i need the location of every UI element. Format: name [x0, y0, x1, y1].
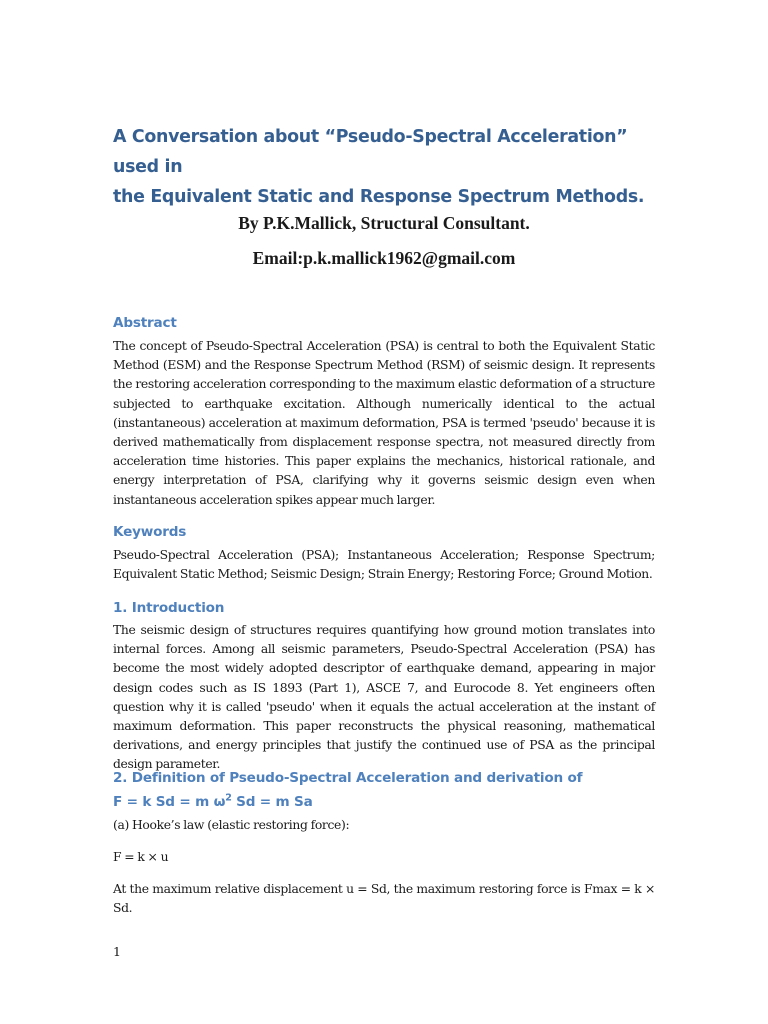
introduction-heading: 1. Introduction	[113, 600, 225, 616]
keywords-text: Pseudo-Spectral Acceleration (PSA); Instantaneous Acceleration; Response Spectrum; Equivalent Static Method; Seismic Design; Strain Energy; Restoring Force; Ground Motion.	[113, 548, 655, 582]
section2-equation-heading	[113, 794, 313, 810]
page-number: 1	[113, 944, 121, 959]
introduction-text: The seismic design of structures requires quantifying how ground motion translates into internal forces. Among all seismic parameters, Pseudo-Spectral Acceleration (PSA) has become the most widely adopted descriptor of earthquake demand, appearing in major design codes such as IS 1893 (Part 1), ASCE 7, and Eurocode 8. Yet engineers often question why it is called 'pseudo' when it equals the actual acceleration at the instant of maximum deformation. This paper reconstructs the physical reasoning, mathematical derivations, and energy principles that justify the continued use of PSA as the principal design parameter.	[113, 623, 655, 772]
author-line: By P.K.Mallick, Structural Consultant.	[238, 213, 530, 233]
force-equation: F = k × u	[113, 850, 169, 864]
section2-paragraph: At the maximum relative displacement u = Sd, the maximum restoring force is Fmax = k × Sd.	[113, 882, 655, 916]
title-line-1: A Conversation about “Pseudo-Spectral Acceleration” used in	[113, 127, 628, 177]
abstract-text: The concept of Pseudo-Spectral Acceleration (PSA) is central to both the Equivalent Static Method (ESM) and the Response Spectrum Method (RSM) of seismic design. It represents the restoring acceleration corresponding to the maximum elastic deformation of a structure subjected to earthquake excitation. Although numerically identical to the actual (instantaneous) acceleration at maximum deformation, PSA is termed 'pseudo' because it is derived mathematically from displacement response spectra, not measured directly from acceleration time histories. This paper explains the mechanics, historical rationale, and energy interpretation of PSA, clarifying why it governs seismic design even when instantaneous acceleration spikes appear much larger.	[113, 339, 655, 507]
equation-part-a: F = k Sd = m ω	[113, 794, 226, 810]
equation-part-b: Sd = m Sa	[231, 794, 313, 810]
paper-title	[113, 122, 673, 212]
hooke-law-text: (a) Hooke’s law (elastic restoring force):	[113, 818, 350, 832]
keywords-heading: Keywords	[113, 524, 187, 540]
title-line-2: the Equivalent Static and Response Spectrum Methods.	[113, 187, 645, 207]
equation-superscript: 2	[225, 792, 232, 804]
abstract-heading: Abstract	[113, 315, 177, 331]
email-line: Email:p.k.mallick1962@gmail.com	[252, 248, 516, 268]
section2-heading: 2. Definition of Pseudo-Spectral Acceleration and derivation of	[113, 770, 583, 786]
